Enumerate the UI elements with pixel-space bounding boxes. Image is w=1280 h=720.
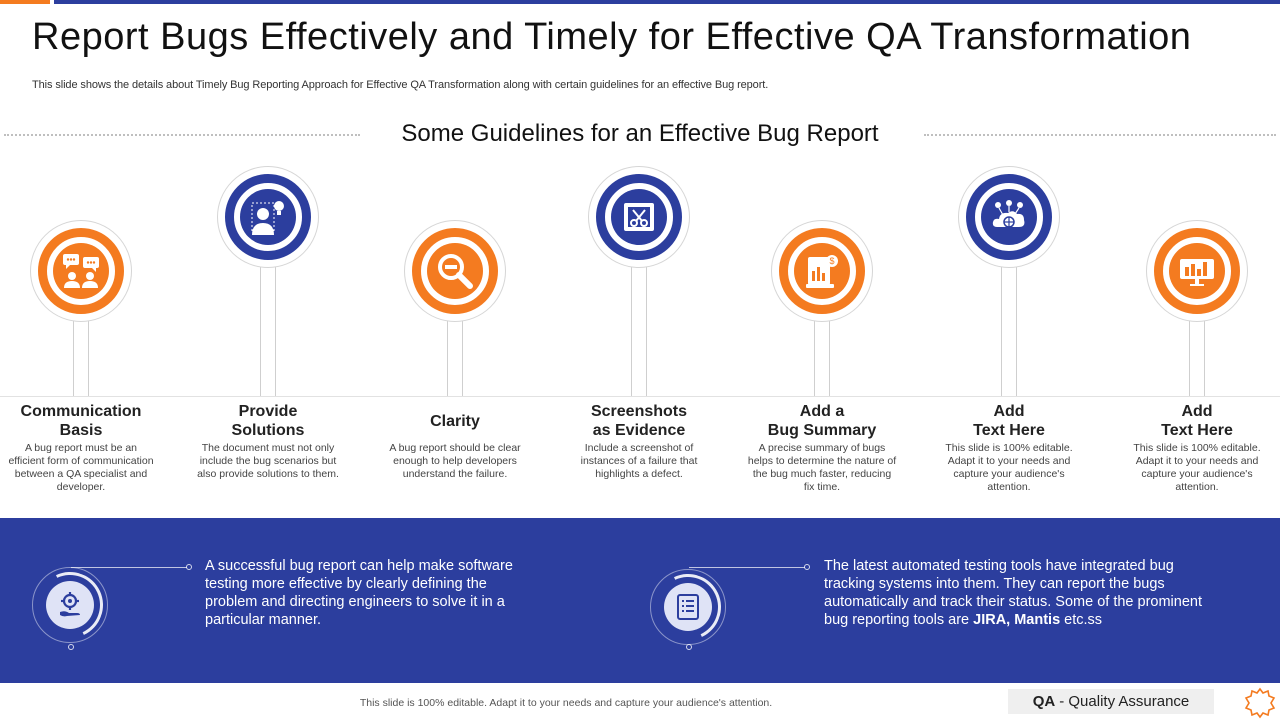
band-left-dot	[186, 564, 192, 570]
guideline-pin	[1146, 220, 1248, 322]
band-right-text-tail: etc.ss	[1060, 612, 1103, 628]
guideline-title-line2: Basis	[59, 422, 103, 439]
section-heading: Some Guidelines for an Effective Bug Report	[401, 120, 879, 147]
guideline-title-line2: Text Here	[1161, 422, 1233, 439]
guideline-stem	[73, 316, 89, 396]
guideline-pin	[771, 220, 873, 322]
person-idea-icon	[240, 189, 296, 245]
slide-subtitle: This slide shows the details about Timely Bug Reporting Approach for Effective QA Transformation along with certain guidelines for an effective Bug report.	[32, 79, 769, 91]
info-band	[0, 518, 1280, 683]
band-right-tools: JIRA, Mantis	[973, 612, 1061, 628]
monitor-chart-icon	[1169, 243, 1225, 299]
guideline-pin	[588, 166, 690, 268]
baseline-divider	[0, 396, 1280, 397]
footer-note: This slide is 100% editable. Adapt it to your needs and capture your audience's attention.	[359, 697, 773, 709]
band-left-connector	[71, 567, 187, 568]
gear-outline-icon	[1243, 686, 1277, 720]
guideline-pin	[404, 220, 506, 322]
guideline-title	[737, 402, 907, 440]
guideline-description: This slide is 100% editable. Adapt it to your needs and capture your audience's attention.	[945, 442, 1073, 493]
guideline-title-line1: Add	[1181, 403, 1213, 420]
guideline-description: A bug report should be clear enough to help developers understand the failure.	[389, 442, 521, 480]
band-right-text	[824, 557, 1224, 629]
guideline-title-line2: as Evidence	[592, 422, 686, 439]
guideline-pin-ring	[412, 228, 498, 314]
band-right-dot	[804, 564, 810, 570]
guideline-title-line2: Text Here	[973, 422, 1045, 439]
qa-badge-label: - Quality Assurance	[1059, 693, 1190, 710]
guideline-description: A bug report must be an efficient form of communication between a QA specialist and developer.	[8, 442, 154, 493]
band-right-text-body: The latest automated testing tools have integrated bug tracking systems into them. They can report the bugs automatically and track their status. Some of the prominent bug reporting tools are	[824, 558, 1202, 628]
guideline-pin	[958, 166, 1060, 268]
guideline-description: The document must not only include the bug scenarios but also provide solutions to them.	[197, 442, 339, 480]
guideline-title-line1: Add a	[799, 403, 845, 420]
guideline-title	[183, 402, 353, 440]
guideline-stem	[447, 316, 463, 396]
guideline-title	[0, 402, 166, 440]
qa-badge-abbrev: QA	[1032, 693, 1056, 710]
top-accent-orange	[0, 0, 50, 4]
chat-people-icon	[53, 243, 109, 299]
guideline-stem	[814, 316, 830, 396]
guideline-stem	[1189, 316, 1205, 396]
guideline-stem	[631, 262, 647, 396]
guideline-pin-ring	[966, 174, 1052, 260]
band-right-connector	[689, 567, 805, 568]
guideline-pin-ring	[1154, 228, 1240, 314]
gear-hand-icon	[46, 581, 94, 629]
cloud-network-icon	[981, 189, 1037, 245]
guideline-title-line1: Clarity	[430, 413, 480, 430]
guideline-title-line1: Communication	[20, 403, 142, 420]
guideline-stem	[260, 262, 276, 396]
magnifier-icon	[427, 243, 483, 299]
band-right-dot-bottom	[686, 644, 692, 650]
guideline-title-line1: Screenshots	[590, 403, 688, 420]
guideline-stem	[1001, 262, 1017, 396]
guideline-title-line2: Bug Summary	[767, 422, 877, 439]
band-left-dot-bottom	[68, 644, 74, 650]
guideline-pin	[217, 166, 319, 268]
guideline-pin-ring	[38, 228, 124, 314]
checklist-icon	[664, 583, 712, 631]
guideline-description: Include a screenshot of instances of a failure that highlights a defect.	[580, 442, 698, 480]
guideline-title-line2: Solutions	[231, 422, 305, 439]
guideline-pin-ring	[225, 174, 311, 260]
guideline-pin-ring	[596, 174, 682, 260]
guideline-description: A precise summary of bugs helps to determine the nature of the bug much faster, reducing fix time.	[747, 442, 897, 493]
band-left-text: A successful bug report can help make software testing more effective by clearly defining the problem and directing engineers to solve it in a particular manner.	[205, 558, 513, 628]
guideline-title-line1: Add	[993, 403, 1025, 420]
slide-title: Report Bugs Effectively and Timely for Effective QA Transformation	[32, 16, 1192, 58]
qa-badge	[1008, 689, 1214, 714]
top-accent-blue	[54, 0, 1280, 4]
guideline-title-line1: Provide	[238, 403, 298, 420]
guideline-title	[554, 402, 724, 440]
guideline-pin	[30, 220, 132, 322]
screenshot-scissors-icon	[611, 189, 667, 245]
guideline-title	[924, 402, 1094, 440]
report-chart-icon	[794, 243, 850, 299]
svg-text:$: $	[829, 256, 835, 266]
guideline-description: This slide is 100% editable. Adapt it to your needs and capture your audience's attention.	[1133, 442, 1261, 493]
guideline-pin-ring	[779, 228, 865, 314]
guideline-title	[1112, 402, 1280, 440]
